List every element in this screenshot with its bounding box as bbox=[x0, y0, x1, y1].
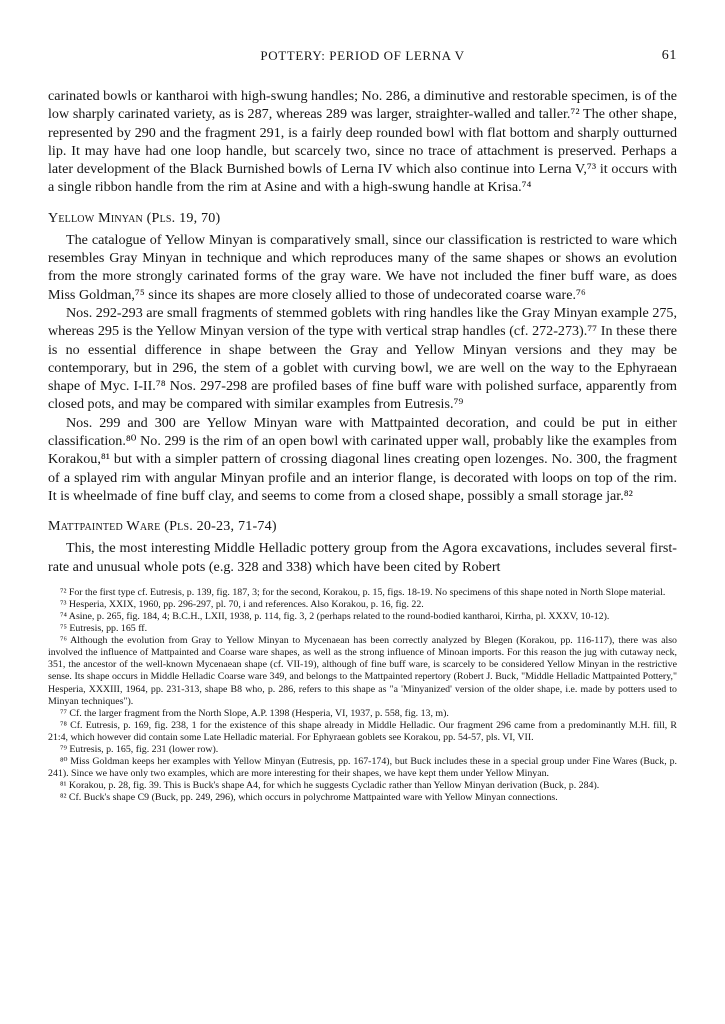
page bbox=[48, 48, 677, 805]
footnote-82: ⁸² Cf. Buck's shape C9 (Buck, pp. 249, 296), which occurs in polychrome Mattpainted ware with Yellow Minyan connections. bbox=[60, 792, 558, 804]
footnote-81: ⁸¹ Korakou, p. 28, fig. 39. This is Buck's shape A4, for which he suggests Cycladic rather than Yellow Minyan derivation (Buck, p. 284). bbox=[60, 780, 600, 792]
footnote-76: ⁷⁶ Although the evolution from Gray to Yellow Minyan to Mycenaean has been correctly analyzed by Blegen (Korakou, pp. 116-117), there was also involved the influence of Mattpainted and Coarse ware shapes, as well as the strong influence of Minoan imports. For this reason the jug with cutaway neck, 351, the ancestor of the well-known Mycenaean shape (cf. VII-19), although of fine buff ware, is scarcely to be considered Yellow Minyan in the restrictive sense. Its shape occurs in Middle Helladic Coarse ware 349, and belongs to the Mattpainted repertory (Robert J. Buck, "Middle Helladic Mattpainted Pottery," Hesperia, XXXIII, 1964, pp. 231-313, shape B8 who, p. 286, refers to this shape as "a 'Minyanized' version of the older shape, i.e. made by potters used to Minyan techniques"). bbox=[48, 635, 677, 707]
page-number: 61 bbox=[661, 48, 677, 63]
running-title: POTTERY: PERIOD OF LERNA V bbox=[260, 48, 465, 63]
footnote-80: ⁸⁰ Miss Goldman keeps her examples with Yellow Minyan (Eutresis, pp. 167-174), but Buck includes these in a special group under Fine Wares (Buck, p. 241). Since we have only two examples, which are more interesting for their shapes, we have kept them under Yellow Minyan. bbox=[48, 756, 677, 780]
section-heading-mattpainted-ware: Mattpainted Ware (Pls. 20-23, 71-74) bbox=[48, 518, 277, 535]
footnote-75: ⁷⁵ Eutresis, pp. 165 ff. bbox=[60, 623, 148, 635]
footnote-73: ⁷³ Hesperia, XXIX, 1960, pp. 296-297, pl. 70, i and references. Also Korakou, p. 16, fig. 22. bbox=[60, 598, 424, 610]
paragraph: Nos. 292-293 are small fragments of stemmed goblets with ring handles like the Gray Minyan example 275, whereas 295 is the Yellow Minyan version of the type with vertical strap handles (cf. 272-273).⁷⁷ In these there is no essential difference in shape between the Gray and Yellow Minyan versions and they may be contemporary, but in 296, the stem of a goblet with curving bowl, we are well on the way to the Ephyraean shape of Myc. I-II.⁷⁸ Nos. 297-298 are profiled bases of fine buff ware with polished surface, apparently from closed pots, and may be compared with similar examples from Eutresis.⁷⁹ bbox=[48, 304, 677, 413]
paragraph-continued: carinated bowls or kantharoi with high-swung handles; No. 286, a diminutive and restorable specimen, is of the low sharply carinated variety, as is 287, whereas 289 was larger, straighter-walled and taller.⁷² The other shape, represented by 290 and the fragment 291, is a fairly deep rounded bowl with flat bottom and sharply outturned lip. It may have had one loop handle, but scarcely two, since no trace of attachment is preserved. Perhaps a later development of the Black Burnished bowls of Lerna IV which also continue into Lerna V,⁷³ it occurs with a single ribbon handle from the rim at Asine and with a high-swung handle at Krisa.⁷⁴ bbox=[48, 88, 677, 196]
main-text bbox=[48, 87, 677, 576]
footnote-78: ⁷⁸ Cf. Eutresis, p. 169, fig. 238, 1 for the existence of this shape already in Middle Helladic. Our fragment 296 came from a predominantly M.H. fill, R 21:4, which however did contain some Late Helladic material. For Ephyraean goblets see Korakou, pp. 54-57, pls. VI, VII. bbox=[48, 719, 677, 743]
paragraph: Nos. 299 and 300 are Yellow Minyan ware with Mattpainted decoration, and could be put in either classification.⁸⁰ No. 299 is the rim of an open bowl with carinated upper wall, probably like the examples from Korakou,⁸¹ but with a simpler pattern of crossing diagonal lines creating open lozenges. No. 300, the fragment of a splayed rim with angular Minyan profile and an interior flange, is decorated with loops on top of the rim. It is wheelmade of fine buff clay, and seems to come from a closed shape, possibly a small storage jar.⁸² bbox=[48, 414, 677, 504]
running-header bbox=[48, 48, 677, 68]
paragraph: This, the most interesting Middle Helladic pottery group from the Agora excavations, includes several first-rate and unusual whole pots (e.g. 328 and 338) which have been cited by Robert bbox=[48, 540, 677, 575]
footnote-72: ⁷² For the first type cf. Eutresis, p. 139, fig. 187, 3; for the second, Korakou, p. 15, figs. 18-19. No specimens of this shape noted in North Slope material. bbox=[60, 586, 666, 598]
footnote-79: ⁷⁹ Eutresis, p. 165, fig. 231 (lower row). bbox=[60, 744, 219, 756]
section-heading-yellow-minyan: Yellow Minyan (Pls. 19, 70) bbox=[48, 209, 221, 226]
paragraph: The catalogue of Yellow Minyan is comparatively small, since our classification is restricted to ware which resembles Gray Minyan in technique and which reproduces many of the same shapes or shows an evolution from the more strongly carinated forms of the gray ware. We have not included the finer buff ware, as does Miss Goldman,⁷⁵ since its shapes are more closely allied to those of undecorated coarse ware.⁷⁶ bbox=[48, 231, 677, 303]
footnote-74: ⁷⁴ Asine, p. 265, fig. 184, 4; B.C.H., LXII, 1938, p. 114, fig. 3, 2 (perhaps related to the round-bodied kantharoi, Kirrha, pl. XXXV, 10-12). bbox=[60, 611, 610, 623]
footnotes bbox=[48, 587, 677, 805]
footnote-77: ⁷⁷ Cf. the larger fragment from the North Slope, A.P. 1398 (Hesperia, VI, 1937, p. 558, fig. 13, m). bbox=[60, 707, 449, 719]
